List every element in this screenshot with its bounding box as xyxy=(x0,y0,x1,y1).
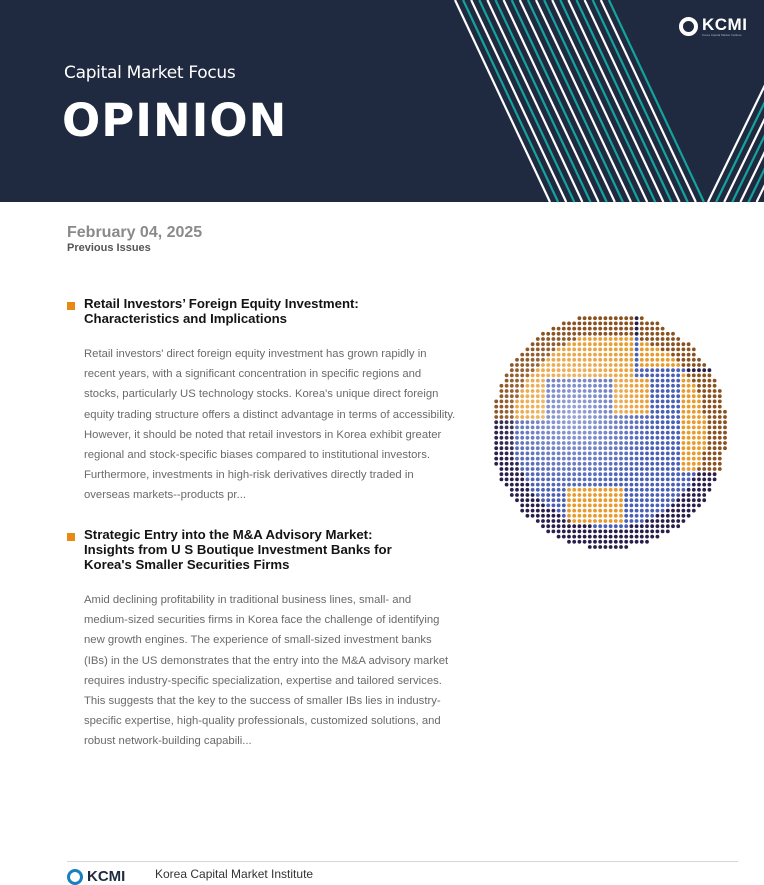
article-title-line: Korea's Smaller Securities Firms xyxy=(84,557,289,572)
page-title: OPINION xyxy=(62,94,287,147)
kcmi-logo-icon xyxy=(679,17,698,36)
article-summary: Amid declining profitability in traditional business lines, small- and medium-sized securities firms in Korea face the challenge of identifying new growth engines. The experience of small-sized investment banks (IBs) in the US demonstrates that the entry into the M&A advisory market requires industry-specific specialization, expertise and tailored services. This suggests that the key to the success of smaller IBs lies in industry-specific expertise, high-quality professionals, customized solutions, and robust network-building capabili... xyxy=(84,590,456,752)
article-title-line: Characteristics and Implications xyxy=(84,311,287,326)
logo-wordmark: KCMI xyxy=(702,16,747,33)
series-kicker: Capital Market Focus xyxy=(64,63,235,83)
kcmi-logo-icon xyxy=(67,869,83,885)
footer-logo-wordmark: KCMI xyxy=(87,868,125,885)
article-title-line: Strategic Entry into the M&A Advisory Market: xyxy=(84,527,372,542)
article-summary: Retail investors' direct foreign equity investment has grown rapidly in recent years, with a significant concentration in specific regions and stocks, particularly US technology stocks. Korea's unique direct foreign equity trading structure offers a distinct advantage in terms of accessibility. However, it should be noted that retail investors in Korea exhibit greater regional and stock-specific biases compared to institutional investors. Furthermore, investments in high-risk derivatives directly traded in overseas markets--products pr... xyxy=(84,344,456,506)
square-bullet-icon xyxy=(67,533,75,541)
header-banner xyxy=(0,0,764,202)
previous-issues-link[interactable]: Previous Issues xyxy=(67,242,151,254)
footer-divider xyxy=(67,861,738,862)
article-title-link[interactable] xyxy=(84,296,456,326)
logo-subtext: Korea Capital Market Institute xyxy=(702,34,747,37)
footer-kcmi-logo[interactable] xyxy=(67,868,125,885)
issue-date: February 04, 2025 xyxy=(67,224,202,242)
article-title-line: Retail Investors’ Foreign Equity Investment: xyxy=(84,296,359,311)
kcmi-logo[interactable] xyxy=(679,16,747,37)
article-item xyxy=(66,527,456,752)
article-title-link[interactable] xyxy=(84,527,456,572)
footer-institute-name: Korea Capital Market Institute xyxy=(155,867,313,881)
dotted-globe-icon xyxy=(489,311,729,551)
article-item xyxy=(66,296,456,506)
square-bullet-icon xyxy=(67,302,75,310)
article-title-line: Insights from U S Boutique Investment Banks for xyxy=(84,542,392,557)
